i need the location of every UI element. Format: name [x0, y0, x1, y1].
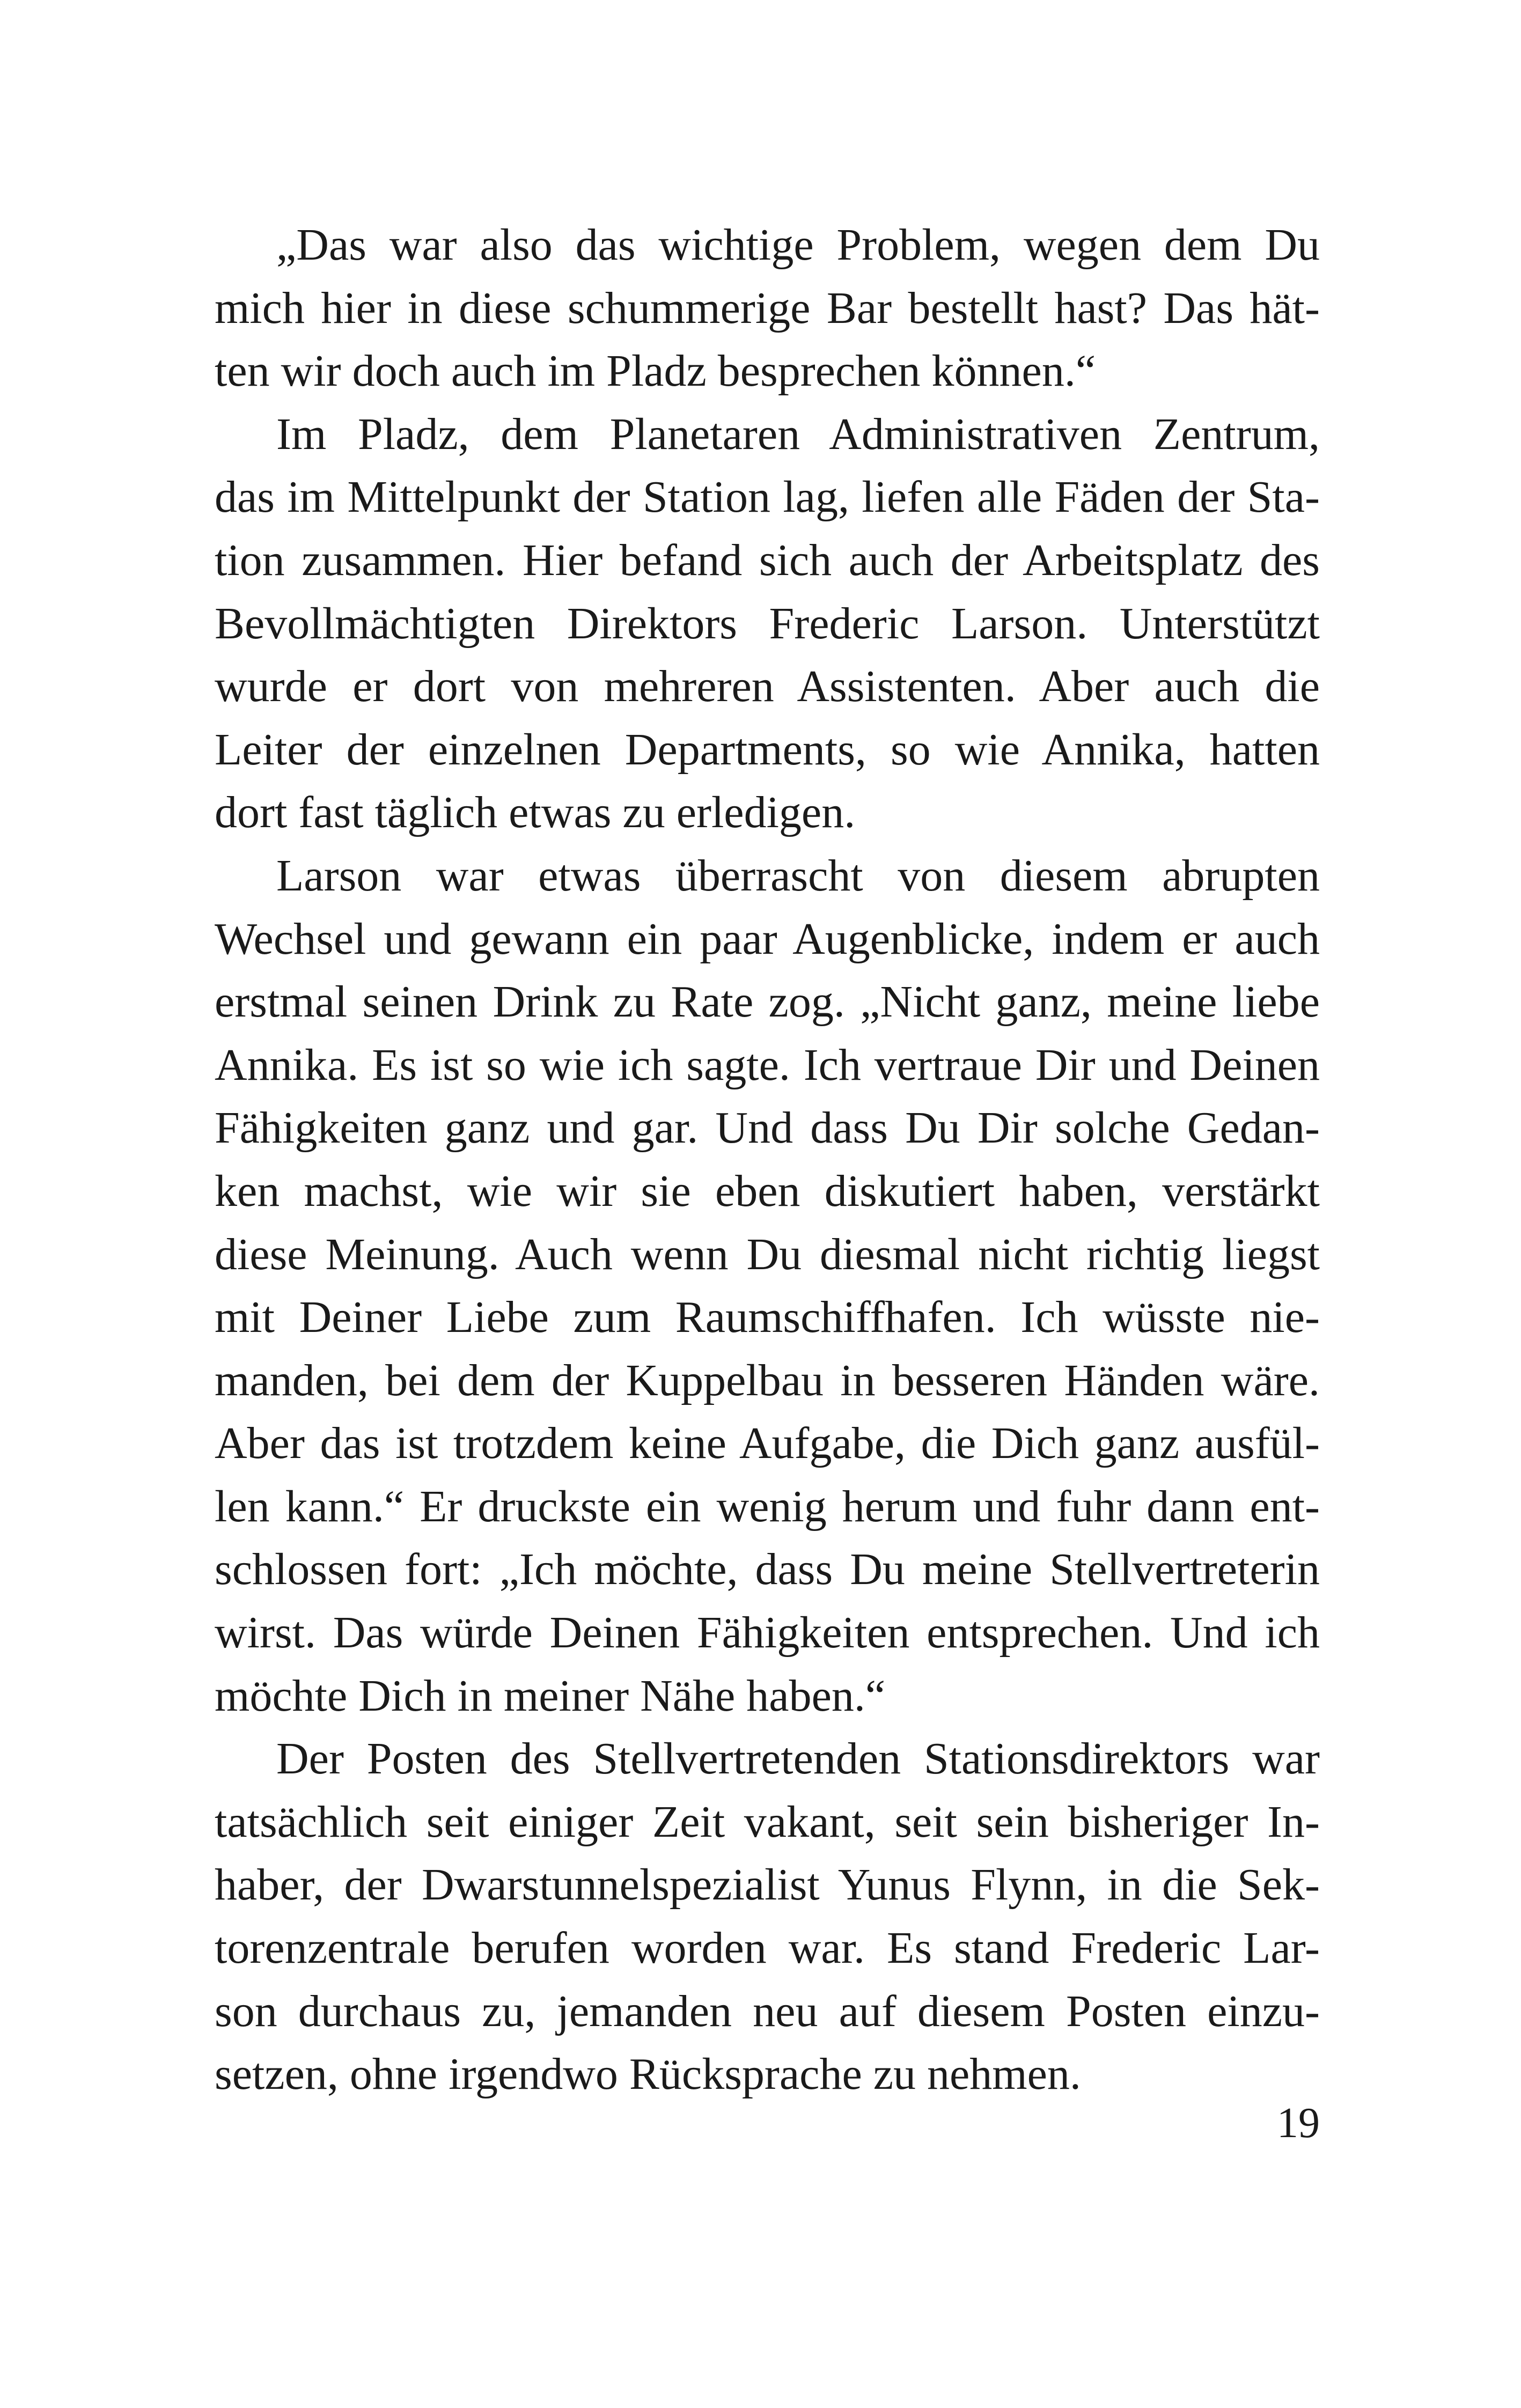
- text-line: Larson war etwas überrascht von diesem abrupten: [276, 850, 1320, 901]
- text-line: das im Mittelpunkt der Station lag, liefen alle Fäden der Sta-: [215, 472, 1320, 522]
- text-line: setzen, ohne irgendwo Rücksprache zu nehmen.: [215, 2049, 1081, 2100]
- text-line: Wechsel und gewann ein paar Augenblicke, indem er auch: [215, 914, 1320, 964]
- text-line: dort fast täglich etwas zu erledigen.: [215, 787, 856, 838]
- text-line: tatsächlich seit einiger Zeit vakant, seit sein bisheriger In-: [215, 1796, 1320, 1847]
- page-number: 19: [1277, 2100, 1320, 2147]
- body-text: [215, 213, 1320, 2106]
- text-line: wurde er dort von mehreren Assistenten. Aber auch die: [215, 661, 1320, 712]
- text-line: manden, bei dem der Kuppelbau in besseren Händen wäre.: [215, 1355, 1320, 1405]
- text-line: ten wir doch auch im Pladz besprechen können.“: [215, 346, 1096, 396]
- text-line: torenzentrale berufen worden war. Es stand Frederic Lar-: [215, 1923, 1320, 1973]
- text-line: „Das war also das wichtige Problem, wegen dem Du: [276, 220, 1320, 270]
- text-line: son durchaus zu, jemanden neu auf diesem Posten einzu-: [215, 1986, 1320, 2036]
- text-line: tion zusammen. Hier befand sich auch der Arbeitsplatz des: [215, 535, 1320, 585]
- text-line: Annika. Es ist so wie ich sagte. Ich vertraue Dir und Deinen: [215, 1040, 1320, 1090]
- text-line: diese Meinung. Auch wenn Du diesmal nicht richtig liegst: [215, 1229, 1320, 1279]
- text-line: möchte Dich in meiner Nähe haben.“: [215, 1670, 886, 1721]
- text-line: Der Posten des Stellvertretenden Stationsdirektors war: [276, 1734, 1320, 1784]
- text-line: Bevollmächtigten Direktors Frederic Larson. Unterstützt: [215, 598, 1320, 649]
- text-line: Aber das ist trotzdem keine Aufgabe, die Dich ganz ausfül-: [215, 1418, 1320, 1469]
- text-line: ken machst, wie wir sie eben diskutiert haben, verstärkt: [215, 1166, 1320, 1216]
- text-line: mit Deiner Liebe zum Raumschiffhafen. Ich wüsste nie-: [215, 1292, 1320, 1343]
- text-line: len kann.“ Er druckste ein wenig herum und fuhr dann ent-: [215, 1481, 1320, 1531]
- text-line: mich hier in diese schummerige Bar bestellt hast? Das hät-: [215, 283, 1320, 333]
- text-line: erstmal seinen Drink zu Rate zog. „Nicht ganz, meine liebe: [215, 977, 1320, 1027]
- text-line: Fähigkeiten ganz und gar. Und dass Du Dir solche Gedan-: [215, 1103, 1320, 1153]
- text-line: wirst. Das würde Deinen Fähigkeiten entsprechen. Und ich: [215, 1608, 1320, 1658]
- text-line: haber, der Dwarstunnelspezialist Yunus Flynn, in die Sek-: [215, 1860, 1320, 1910]
- text-line: Leiter der einzelnen Departments, so wie Annika, hatten: [215, 724, 1320, 775]
- text-line: schlossen fort: „Ich möchte, dass Du meine Stellvertreterin: [215, 1544, 1320, 1595]
- text-line: Im Pladz, dem Planetaren Administrativen Zentrum,: [276, 409, 1320, 459]
